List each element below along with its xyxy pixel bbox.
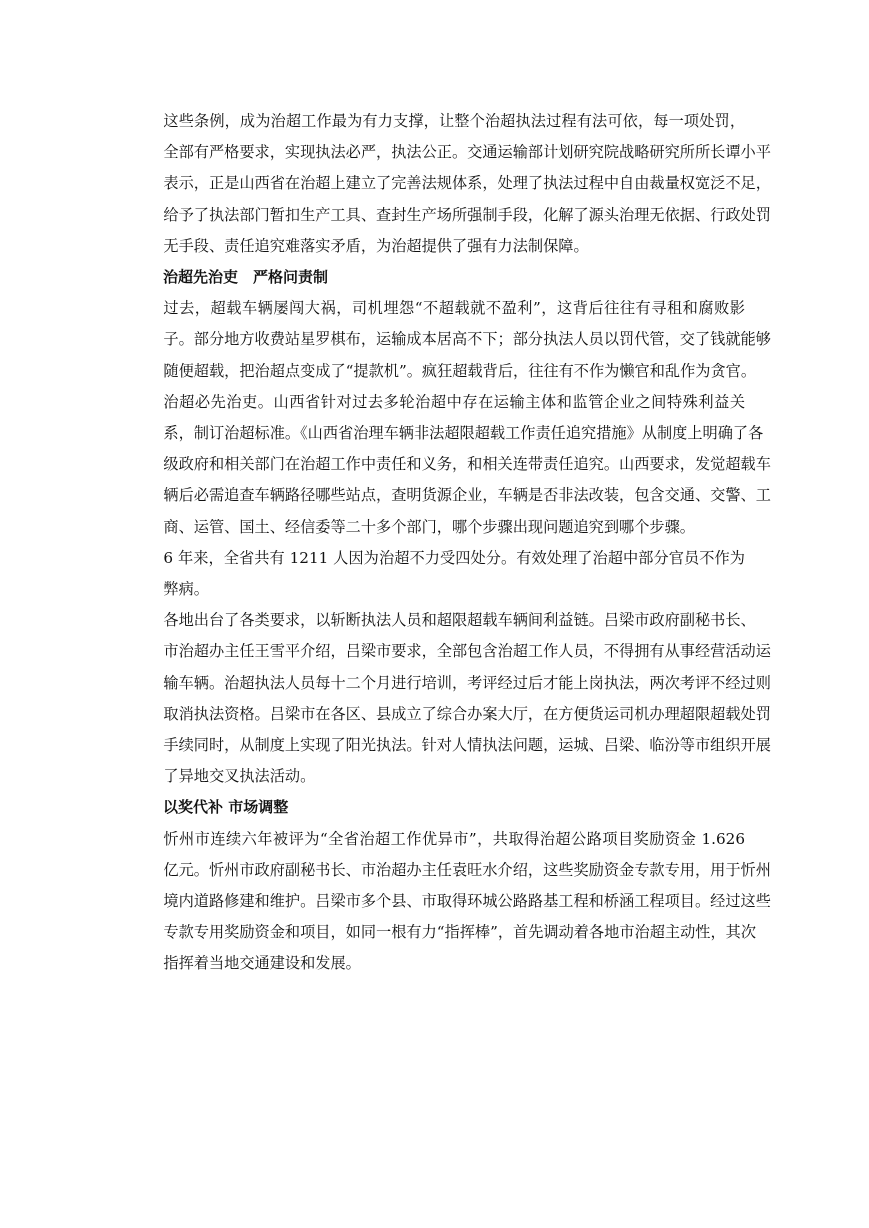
paragraph-line: 这些条例，成为治超工作最为有力支撑，让整个治超执法过程有法可依，每一项处罚， [163,112,745,130]
paragraph-line: 各地出台了各类要求，以斩断执法人员和超限超载车辆间利益链。吕梁市政府副秘书长、 [163,611,756,630]
paragraph-line: 级政府和相关部门在治超工作中责任和义务，和相关连带责任追究。山西要求，发觉超载车 [163,455,771,474]
paragraph-line: 6 年来，全省共有 1211 人因为治超不力受四处分。有效处理了治超中部分官员不作为 [163,548,745,567]
paragraph-line: 亿元。忻州市政府副秘书长、市治超办主任袁旺水介绍，这些奖励资金专款专用，用于忻州 [163,860,771,879]
paragraph-line: 全部有严格要求，实现执法必严，执法公正。交通运输部计划研究院战略研究所所长谭小平 [163,143,771,162]
paragraph-line: 了异地交叉执法活动。 [163,767,316,786]
paragraph-line: 系，制订治超标准。《山西省治理车辆非法超限超载工作责任追究措施》从制度上明确了各 [163,424,764,443]
paragraph-line: 专款专用奖励资金和项目，如同一根有力“指挥棒”，首先调动着各地市治超主动性，其次 [163,923,757,942]
body-paragraph [133,106,771,262]
paragraph-line: 随便超载，把治超点变成了“提款机”。疯狂超载背后，往往有不作为懒官和乱作为贪官。 [163,361,757,380]
body-paragraph [133,824,771,980]
section-heading: 以奖代补 市场调整 [163,798,289,817]
document-body [133,106,771,980]
body-paragraph [133,387,771,543]
paragraph-line: 境内道路修建和维护。吕梁市多个县、市取得环城公路路基工程和桥涵工程项目。经过这些 [163,892,771,911]
paragraph-line: 忻州市连续六年被评为“全省治超工作优异市”，共取得治超公路项目奖励资金 1.626 [163,829,745,848]
document-page [133,106,771,980]
body-paragraph [133,605,771,792]
paragraph-line: 表示，正是山西省在治超上建立了完善法规体系，处理了执法过程中自由裁量权宽泛不足， [163,174,771,193]
body-paragraph [133,543,745,605]
paragraph-line: 无手段、责任追究难落实矛盾，为治超提供了强有力法制保障。 [163,236,589,255]
paragraph-line: 子。部分地方收费站星罗棋布，运输成本居高不下；部分执法人员以罚代管，交了钱就能够 [163,330,771,349]
paragraph-line: 商、运管、国土、经信委等二十多个部门，哪个步骤出现问题追究到哪个步骤。 [163,517,695,536]
body-paragraph [133,293,771,387]
paragraph-line: 给予了执法部门暂扣生产工具、查封生产场所强制手段，化解了源头治理无依据、行政处罚 [163,205,771,224]
paragraph-line: 手续同时，从制度上实现了阳光执法。针对人情执法问题，运城、吕梁、临汾等市组织开展 [163,736,771,755]
paragraph-line: 市治超办主任王雪平介绍，吕梁市要求，全部包含治超工作人员，不得拥有从事经营活动运 [163,642,771,661]
paragraph-line: 弊病。 [163,580,209,599]
paragraph-line: 取消执法资格。吕梁市在各区、县成立了综合办案大厅，在方便货运司机办理超限超载处罚 [163,704,771,723]
section-heading: 治超先治吏 严格问责制 [163,268,329,287]
paragraph-line: 治超必先治吏。山西省针对过去多轮治超中存在运输主体和监管企业之间特殊利益关 [163,392,745,411]
paragraph-line: 输车辆。治超执法人员每十二个月进行培训，考评经过后才能上岗执法，两次考评不经过则 [163,673,771,692]
paragraph-line: 过去，超载车辆屡闯大祸，司机埋怨“不超载就不盈利”，这背后往往有寻租和腐败影 [163,299,745,318]
paragraph-line: 指挥着当地交通建设和发展。 [163,954,361,973]
paragraph-line: 辆后必需追查车辆路径哪些站点，查明货源企业，车辆是否非法改装，包含交通、交警、工 [163,486,771,505]
